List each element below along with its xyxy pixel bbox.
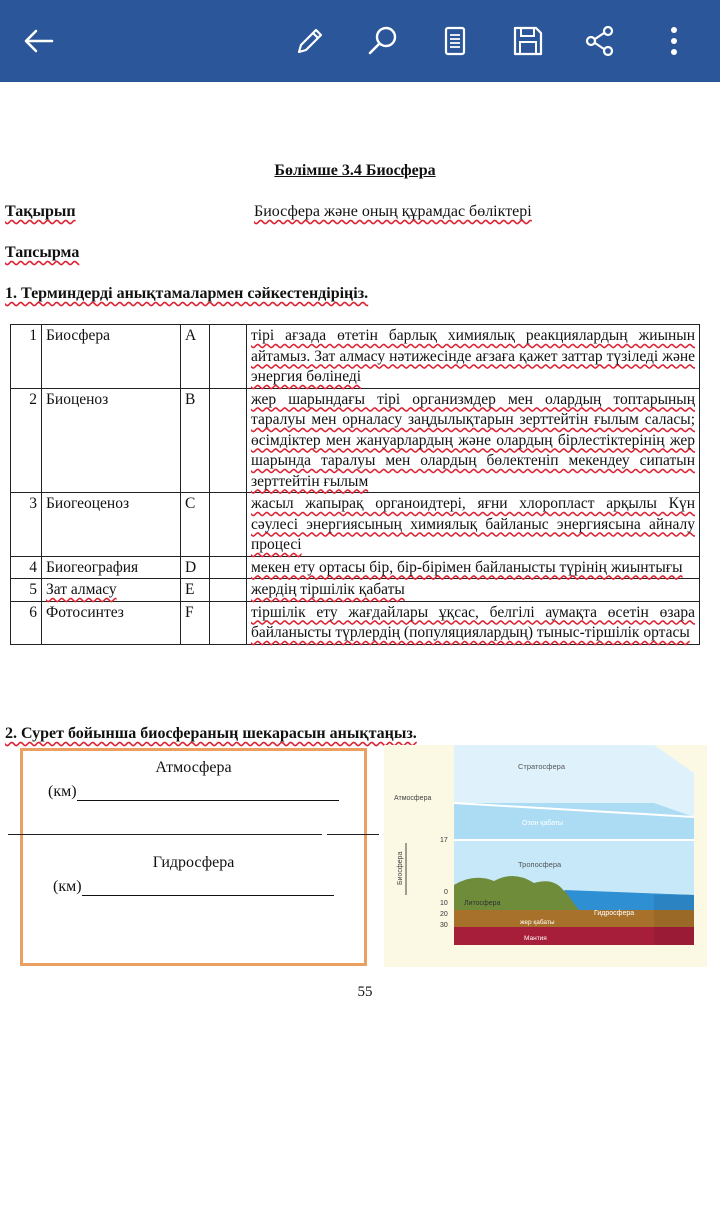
term-cell [42,493,181,557]
row-number-text: 4 [29,558,37,576]
definition-cell [247,601,700,644]
term-cell-text: Биогеоценоз [46,495,130,512]
term-cell [42,579,181,602]
page-number: 55 [357,984,373,1000]
question-2: 2. Сурет бойынша биосфераның шекарасын анықтаңыз. [5,725,417,742]
letter-cell-text: A [185,327,197,344]
definition-cell-text: тіршілік ету жағдайлары ұқсас, белгілі аумақта өсетін өзара байланысты түрлердің (популяциялардың) тыныс-тіршілік ортасы [251,603,695,641]
term-cell [42,556,181,579]
tick-20: 20 [440,911,448,918]
row-number [11,556,42,579]
hydrosphere-km-field[interactable]: (км) [53,878,334,896]
table-row [11,601,700,644]
hydrosphere-label: Гидросфера [152,854,235,871]
letter-cell-text: B [185,390,196,408]
tick-17: 17 [440,837,448,844]
term-cell-text: Биосфера [46,327,110,344]
answer-cell[interactable] [210,579,247,602]
definition-cell [247,325,700,389]
definition-cell-text: жердің тіршілік қабаты [251,581,405,598]
row-number [11,388,42,493]
more-icon[interactable] [652,19,696,63]
row-number-text: 6 [29,603,37,621]
row-number [11,579,42,602]
table-row [11,579,700,602]
term-cell-text: Фотосинтез [46,603,124,621]
term-cell [42,601,181,644]
question-1: 1. Терминдерді анықтамалармен сәйкестендіріңіз. [5,285,369,302]
definition-cell-text: мекен ету ортасы бір, бір-бірімен байланысты түрінің жиынтығы [251,558,683,576]
letter-cell [181,493,210,557]
row-number [11,493,42,557]
letter-cell-text: D [185,558,197,576]
document-page[interactable] [0,82,720,1231]
row-number [11,325,42,389]
answer-cell[interactable] [210,601,247,644]
definition-cell-text: жасыл жапырақ органоидтері, яғни хлоропласт арқылы Күн сәулесі энергиясының химиялық байланыс энергиясына айналу процесі [251,495,695,553]
answer-cell[interactable] [210,493,247,557]
task-label: Тапсырма [5,244,80,261]
answer-cell[interactable] [210,556,247,579]
answer-cell[interactable] [210,388,247,493]
term-cell [42,325,181,389]
letter-cell [181,601,210,644]
reader-icon[interactable] [433,19,477,63]
tick-0: 0 [444,889,448,896]
letter-cell-text: F [185,603,194,621]
divider-line [8,834,322,835]
letter-cell [181,388,210,493]
atmosphere-side-text: Атмосфера [394,795,432,802]
topic-value: Биосфера және оның құрамдас бөліктері [254,203,532,220]
atmosphere-label: Атмосфера [155,759,232,776]
divider-line-right [327,834,379,835]
definition-cell [247,388,700,493]
section-title: Бөлімше 3.4 Биосфера [274,162,436,179]
row-number-text: 1 [29,327,37,344]
row-number-text: 2 [29,390,37,408]
table-row [11,325,700,389]
term-cell [42,388,181,493]
definition-cell-text: тірі ағзада өтетін барлық химиялық реакциялардың жиынын айтамыз. Зат алмасу нәтижесінде ағзаға қажет заттар түзіледі және энергия бөлінеді [251,327,695,385]
biosphere-diagram [384,745,707,967]
app-toolbar [0,0,720,82]
share-icon[interactable] [578,19,622,63]
pencil-icon[interactable] [288,19,332,63]
letter-cell [181,556,210,579]
topic-label: Тақырып [5,203,76,220]
atmosphere-km-field[interactable]: (км) [48,783,339,801]
table-row [11,556,700,579]
row-number-text: 5 [29,581,37,598]
search-icon[interactable] [361,19,405,63]
ozone-text: Озон қабаты [522,820,564,827]
letter-cell [181,579,210,602]
hydrosphere-text: Гидросфера [594,910,635,917]
back-arrow-icon[interactable] [17,19,61,63]
stratosphere-text: Стратосфера [518,762,565,771]
term-cell-text: Биоценоз [46,390,109,408]
term-cell-text: Биогеография [46,558,139,576]
save-icon[interactable] [506,19,550,63]
table-row [11,493,700,557]
mantle-text: Мантия [524,935,547,942]
term-cell-text: Зат алмасу [46,581,117,598]
matching-table [10,324,700,645]
letter-cell-text: E [185,581,195,598]
definition-cell [247,493,700,557]
letter-cell [181,325,210,389]
row-number-text: 3 [29,495,37,512]
definition-cell-text: жер шарындағы тірі организмдер мен олардың топтарының таралуы мен орналасу заңдылықтарын зерттейтін ғылым саласы; өсімдіктер мен жануарлардың және олардың бірлестіктерінің жер шарында таралуы мен олардың бөлектеніп мекендеу сипатын зерттейтін ғылым [251,390,695,490]
biosphere-diagram-svg [384,745,707,967]
table-row [11,388,700,493]
biosphere-side-text: Биосфера [397,851,404,885]
definition-cell [247,556,700,579]
tick-30: 30 [440,922,448,929]
row-number [11,601,42,644]
lithosphere-text: Литосфера [464,900,501,907]
soil-text: жер қабаты [520,919,555,926]
answer-cell[interactable] [210,325,247,389]
troposphere-text: Тропосфера [518,860,562,869]
letter-cell-text: C [185,495,196,512]
tick-10: 10 [440,900,448,907]
definition-cell [247,579,700,602]
